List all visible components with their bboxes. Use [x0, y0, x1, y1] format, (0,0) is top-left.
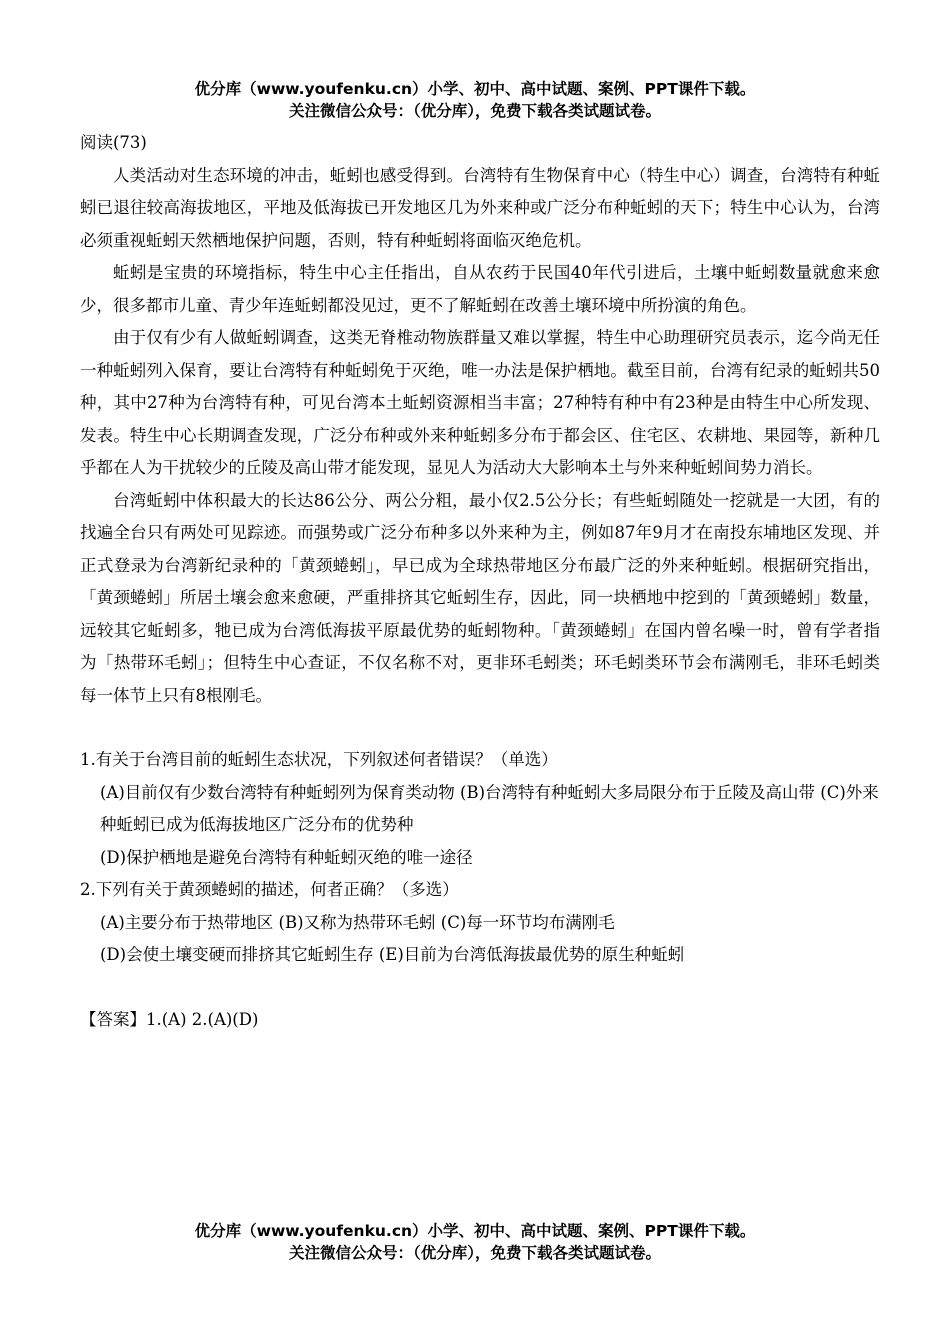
spacer [80, 712, 880, 744]
question-stem: 2.下列有关于黄颈蜷蚓的描述，何者正确？（多选） [80, 880, 459, 899]
question-options: (D)会使土壤变硬而排挤其它蚯蚓生存 (E)目前为台湾低海拔最优势的原生种蚯蚓 [100, 945, 685, 964]
document-body [80, 127, 880, 1036]
paragraph: 由于仅有少有人做蚯蚓调查，这类无脊椎动物族群量又难以掌握，特生中心助理研究员表示，迄今尚无任一种蚯蚓列入保育，要让台湾特有种蚯蚓免于灭绝，唯一办法是保护栖地。截至目前，台湾有纪录的蚯蚓共50种，其中27种为台湾特有种，可见台湾本土蚯蚓资源相当丰富；27种特有种中有23种是由特生中心所发现、发表。特生中心长期调查发现，广泛分布种或外来种蚯蚓多分布于都会区、住宅区、农耕地、果园等，新种几乎都在人为干扰较少的丘陵及高山带才能发现，显见人为活动大大影响本土与外来种蚯蚓间势力消长。 [80, 328, 880, 477]
paragraph: 蚯蚓是宝贵的环境指标，特生中心主任指出，自从农药于民国40年代引进后，土壤中蚯蚓数量就愈来愈少，很多都市儿童、青少年连蚯蚓都没见过，更不了解蚯蚓在改善土壤环境中所扮演的角色。 [80, 263, 880, 315]
banner-line-1: 优分库（www.youfenku.cn）小学、初中、高中试题、案例、PPT课件下载。 [194, 1222, 756, 1240]
question-stem: 1.有关于台湾目前的蚯蚓生态状况，下列叙述何者错误？（单选） [80, 750, 558, 769]
question-1 [80, 744, 880, 874]
reading-title: 阅读(73) [80, 133, 147, 152]
question-options: (A)目前仅有少数台湾特有种蚯蚓列为保育类动物 (B)台湾特有种蚯蚓大多局限分布于丘陵及高山带 (C)外来种蚯蚓已成为低海拔地区广泛分布的优势种 [100, 782, 879, 834]
banner-line-2: 关注微信公众号：（优分库），免费下载各类试题试卷。 [288, 1244, 661, 1262]
paragraph: 人类活动对生态环境的冲击，蚯蚓也感受得到。台湾特有生物保育中心（特生中心）调查，台湾特有种蚯蚓已退往较高海拔地区，平地及低海拔已开发地区几为外来种或广泛分布种蚯蚓的天下；特生中心认为，台湾必须重视蚯蚓天然栖地保护问题，否则，特有种蚯蚓将面临灭绝危机。 [80, 165, 880, 250]
banner-line-1: 优分库（www.youfenku.cn）小学、初中、高中试题、案例、PPT课件下载。 [194, 80, 756, 98]
spacer [80, 972, 880, 1004]
header-banner [0, 78, 950, 122]
question-2 [80, 874, 880, 972]
question-options: (D)保护栖地是避免台湾特有种蚯蚓灭绝的唯一途径 [100, 847, 473, 867]
footer-banner [0, 1220, 950, 1264]
question-options: (A)主要分布于热带地区 (B)又称为热带环毛蚓 (C)每一环节均布满刚毛 [100, 912, 615, 932]
paragraph: 台湾蚯蚓中体积最大的长达86公分、两公分粗，最小仅2.5公分长；有些蚯蚓随处一挖就是一大团，有的找遍全台只有两处可见踪迹。而强势或广泛分布种多以外来种为主，例如87年9月才在南投东埔地区发现、并正式登录为台湾新纪录种的「黄颈蜷蚓」，早已成为全球热带地区分布最广泛的外来种蚯蚓。根据研究指出，「黄颈蜷蚓」所居土壤会愈来愈硬，严重排挤其它蚯蚓生存，因此，同一块栖地中挖到的「黄颈蜷蚓」数量，远较其它蚯蚓多，牠已成为台湾低海拔平原最优势的蚯蚓物种。「黄颈蜷蚓」在国内曾名噪一时，曾有学者指为「热带环毛蚓」；但特生中心查证，不仅名称不对，更非环毛蚓类；环毛蚓类环节会布满刚毛，非环毛蚓类每一体节上只有8根刚毛。 [80, 490, 880, 705]
answer-key: 【答案】1.(A) 2.(A)(D) [80, 1009, 259, 1029]
banner-line-2: 关注微信公众号：（优分库），免费下载各类试题试卷。 [288, 102, 661, 120]
